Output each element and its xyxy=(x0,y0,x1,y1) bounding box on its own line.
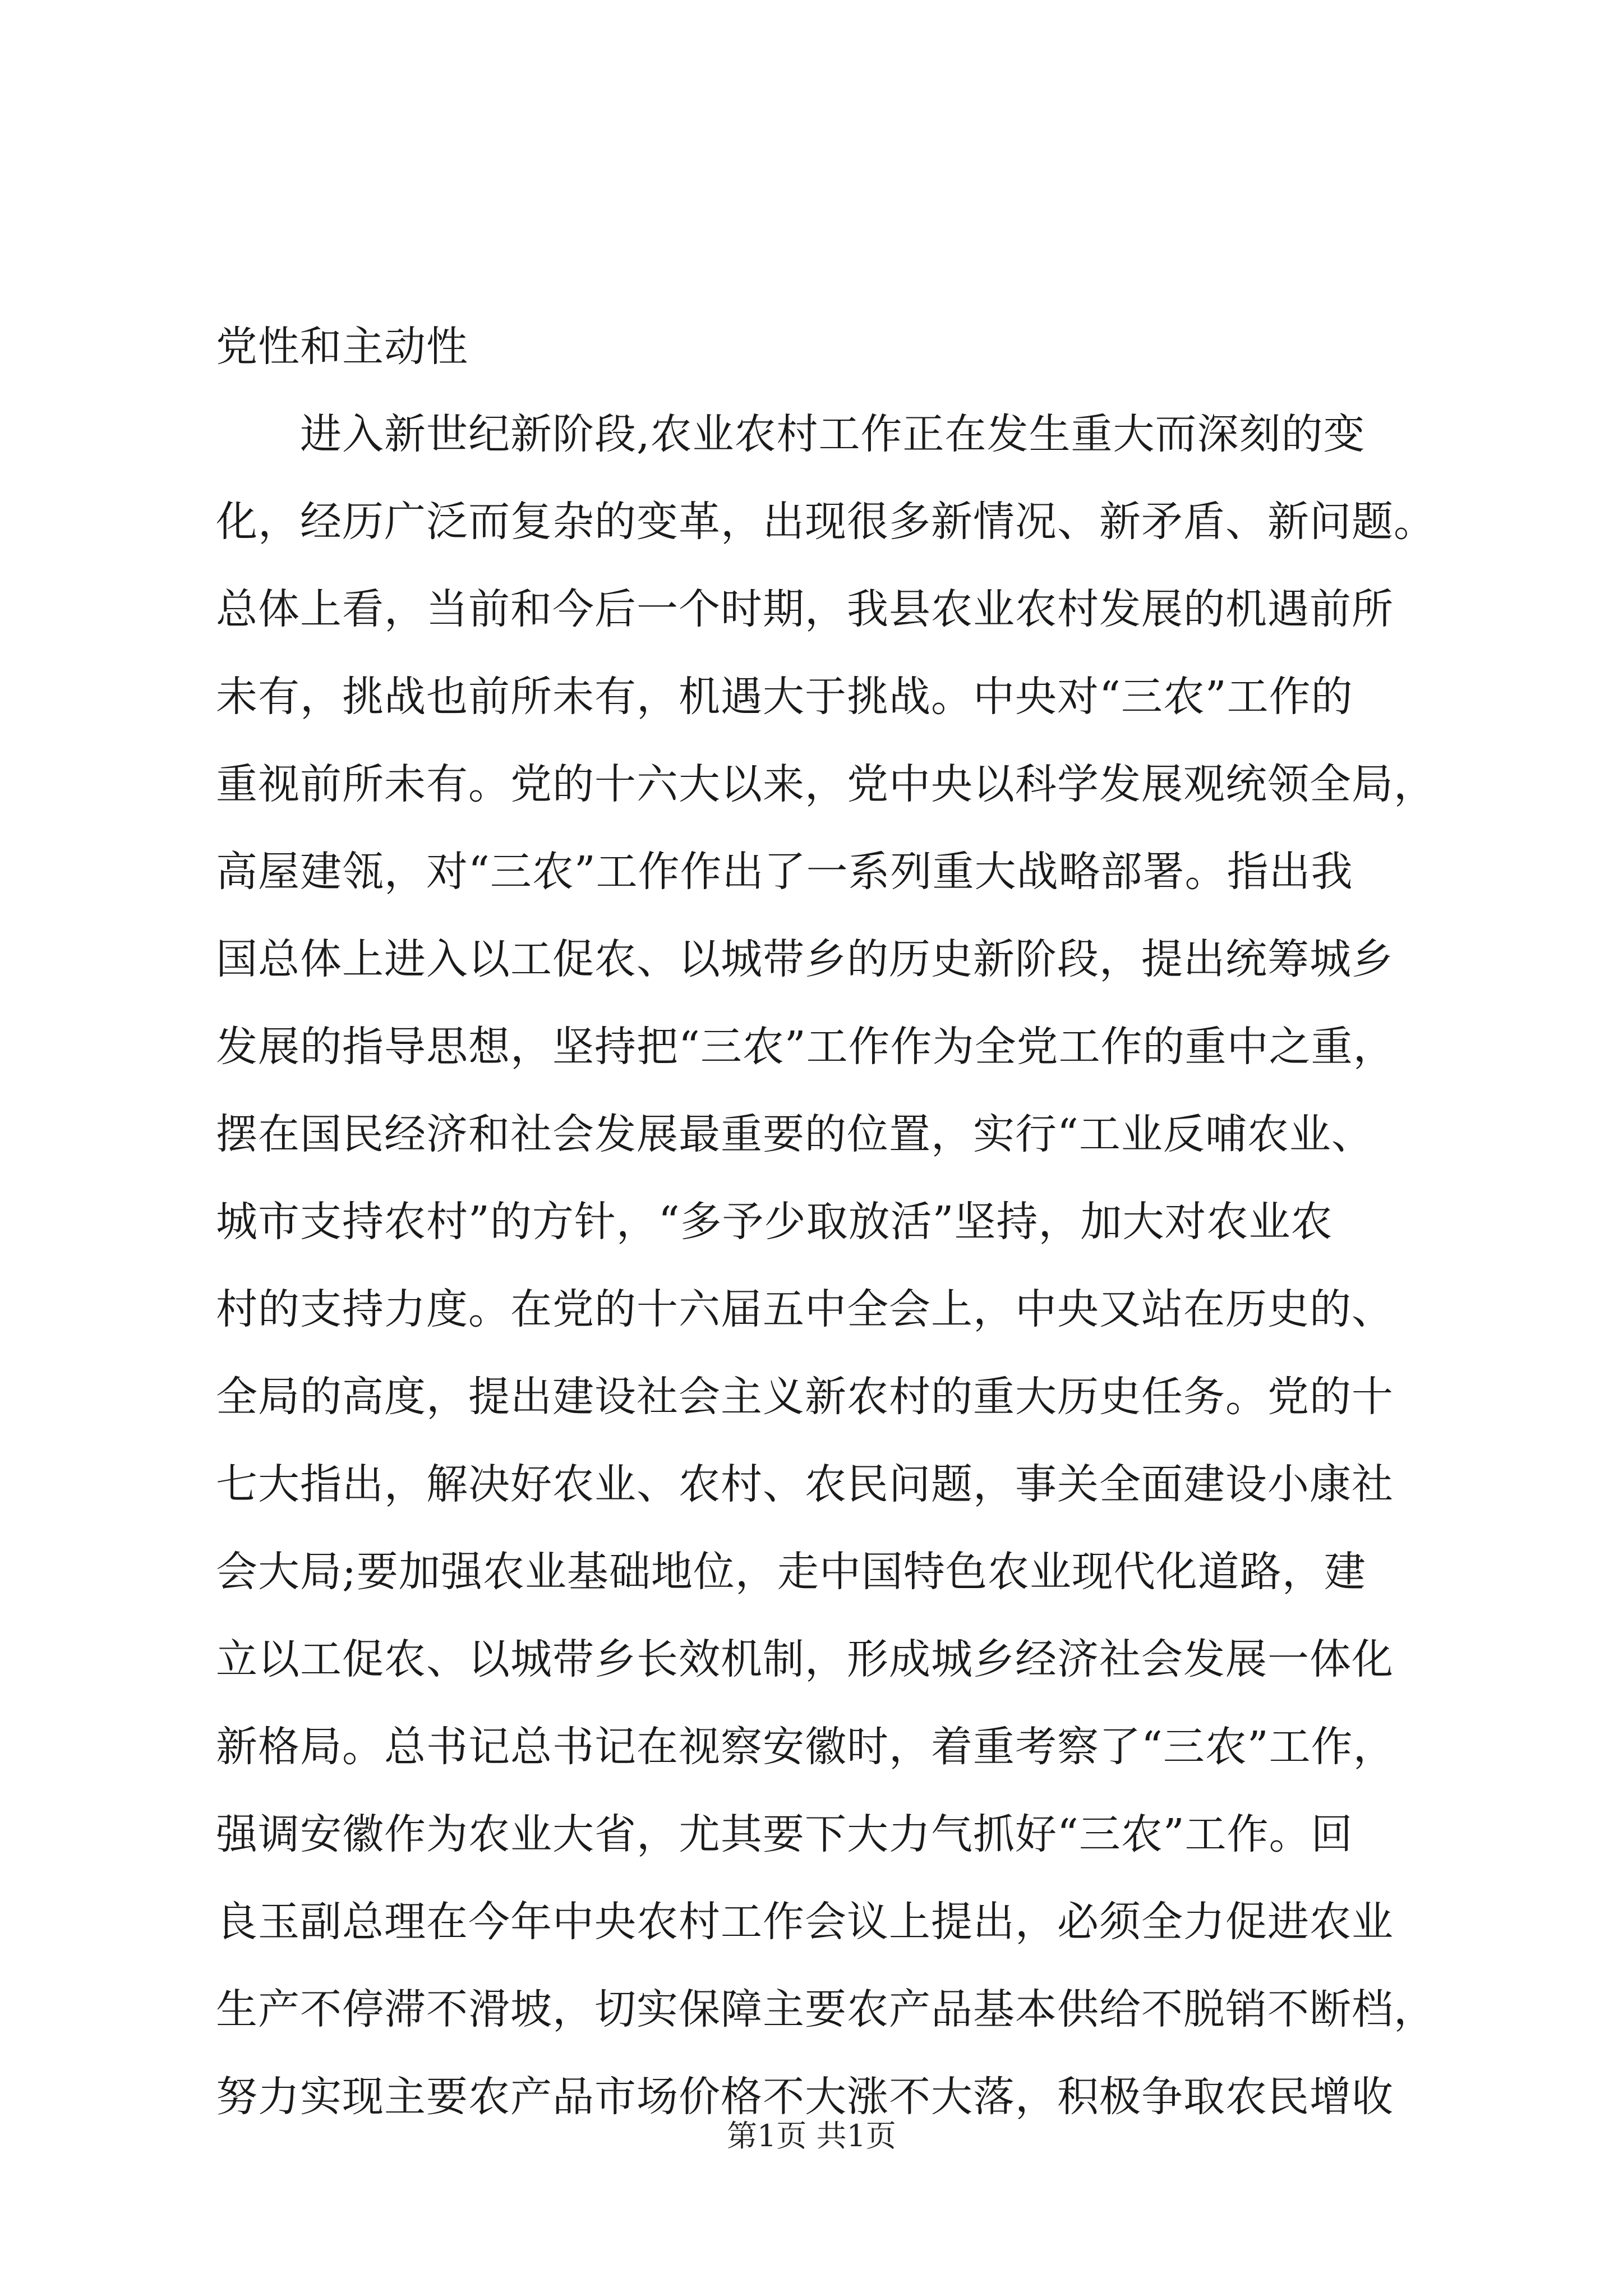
text-line: 总体上看，当前和今后一个时期，我县农业农村发展的机遇前所 xyxy=(216,585,1394,633)
text-line: 党性和主动性 xyxy=(216,323,468,371)
text-line: 立以工促农、以城带乡长效机制，形成城乡经济社会发展一体化 xyxy=(216,1635,1394,1683)
text-line: 新格局。总书记总书记在视察安徽时，着重考察了“三农”工作， xyxy=(216,1723,1395,1771)
text-line: 发展的指导思想，坚持把“三农”工作作为全党工作的重中之重， xyxy=(216,1023,1395,1071)
text-line: 会大局;要加强农业基础地位，走中国特色农业现代化道路，建 xyxy=(216,1548,1366,1596)
text-line: 良玉副总理在今年中央农村工作会议上提出，必须全力促进农业 xyxy=(216,1898,1394,1946)
text-line: 强调安徽作为农业大省，尤其要下大力气抓好“三农”工作。回 xyxy=(216,1810,1353,1858)
text-line: 重视前所未有。党的十六大以来，党中央以科学发展观统领全局， xyxy=(216,760,1436,808)
text-line: 高屋建瓴，对“三农”工作作出了一系列重大战略部署。指出我 xyxy=(216,848,1353,896)
text-line: 生产不停滞不滑坡，切实保障主要农产品基本供给不脱销不断档， xyxy=(216,1985,1436,2033)
text-line: 化，经历广泛而复杂的变革，出现很多新情况、新矛盾、新问题。 xyxy=(216,498,1436,546)
text-line: 村的支持力度。在党的十六届五中全会上，中央又站在历史的、 xyxy=(216,1285,1394,1333)
text-line: 国总体上进入以工促农、以城带乡的历史新阶段，提出统筹城乡 xyxy=(216,935,1394,983)
text-line: 未有，挑战也前所未有，机遇大于挑战。中央对“三农”工作的 xyxy=(216,673,1353,721)
text-line: 城市支持农村”的方针，“多予少取放活”坚持，加大对农业农 xyxy=(216,1198,1333,1246)
text-line: 七大指出，解决好农业、农村、农民问题，事关全面建设小康社 xyxy=(216,1460,1394,1508)
page-footer xyxy=(0,2114,1623,2159)
text-line: 全局的高度，提出建设社会主义新农村的重大历史任务。党的十 xyxy=(216,1373,1394,1421)
text-line: 努力实现主要农产品市场价格不大涨不大落，积极争取农民增收 xyxy=(216,2073,1394,2121)
text-line: 进入新世纪新阶段,农业农村工作正在发生重大而深刻的变 xyxy=(300,410,1366,458)
page-number: 第1页 共1页 xyxy=(727,2118,896,2154)
text-line: 摆在国民经济和社会发展最重要的位置，实行“工业反哺农业、 xyxy=(216,1110,1373,1158)
document-body xyxy=(216,303,1436,2141)
